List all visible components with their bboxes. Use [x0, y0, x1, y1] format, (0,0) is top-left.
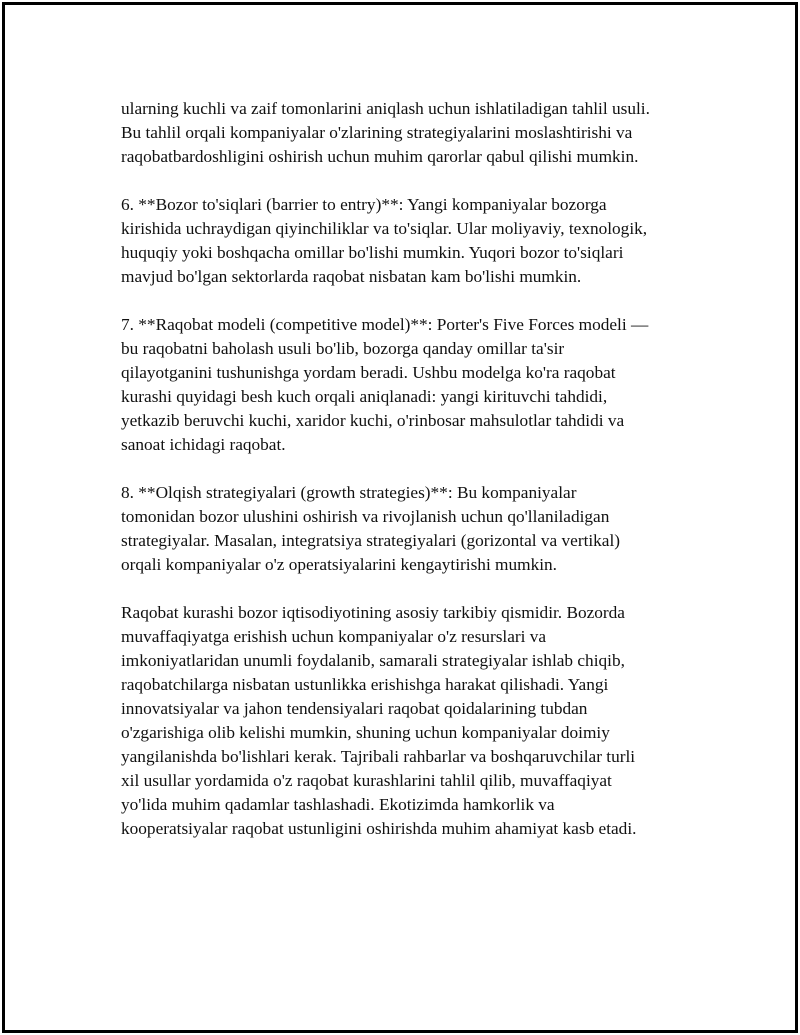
paragraph-item-8-growth-strategies: 8. **Olqish strategiyalari (growth strategies)**: Bu kompaniyalar tomonidan bozor ulushini oshirish va rivojlanish uchun qo'llaniladigan strategiyalar. Masalan, integratsiya strategiyalari (gorizontal va vertikal) orqali kompaniyalar o'z operatsiyalarini kengaytirishi mumkin.: [121, 483, 621, 574]
page-border: [2, 2, 798, 1033]
paragraph-item-7-competitive-model: 7. **Raqobat modeli (competitive model)**: Porter's Five Forces modeli — bu raqobatni baholash usuli bo'lib, bozorga qanday omillar ta'sir qilayotganini tushunishga yordam beradi. Ushbu modelga ko'ra raqobat kurashi quyidagi besh kuch orqali aniqlanadi: yangi kirituvchi tahdidi, yetkazib beruvchi kuchi, xaridor kuchi, o'rinbosar mahsulotlar tahdidi va sanoat ichidagi raqobat.: [121, 315, 649, 454]
paragraph-conclusion: Raqobat kurashi bozor iqtisodiyotining asosiy tarkibiy qismidir. Bozorda muvaffaqiyatga erishish uchun kompaniyalar o'z resurslari va imkoniyatlaridan unumli foydalanib, samarali strategiyalar ishlab chiqib, raqobatchilarga nisbatan ustunlikka erishishga harakat qilishadi. Yangi innovatsiyalar va jahon tendensiyalari raqobat qoidalarining tubdan o'zgarishiga olib kelishi mumkin, shuning uchun kompaniyalar doimiy yangilanishda bo'lishlari kerak. Tajribali rahbarlar va boshqaruvchilar turli xil usullar yordamida o'z raqobat kurashlarini tahlil qilib, muvaffaqiyat yo'lida muhim qadamlar tashlashadi. Ekotizimda hamkorlik va kooperatsiyalar raqobat ustunligini oshirishda muhim ahamiyat kasb etadi.: [121, 603, 637, 838]
paragraph-intro-continuation: ularning kuchli va zaif tomonlarini aniqlash uchun ishlatiladigan tahlil usuli. Bu tahlil orqali kompaniyalar o'zlarining strategiyalarini moslashtirishi va raqobatbardoshligini oshirish uchun muhim qarorlar qabul qilishi mumkin.: [121, 99, 650, 166]
paragraph-item-6-barriers: 6. **Bozor to'siqlari (barrier to entry)**: Yangi kompaniyalar bozorga kirishida uchraydigan qiyinchiliklar va to'siqlar. Ular moliyaviy, texnologik, huquqiy yoki boshqacha omillar bo'lishi mumkin. Yuqori bozor to'siqlari mavjud bo'lgan sektorlarda raqobat nisbatan kam bo'lishi mumkin.: [121, 195, 648, 286]
document-body: [121, 97, 701, 841]
